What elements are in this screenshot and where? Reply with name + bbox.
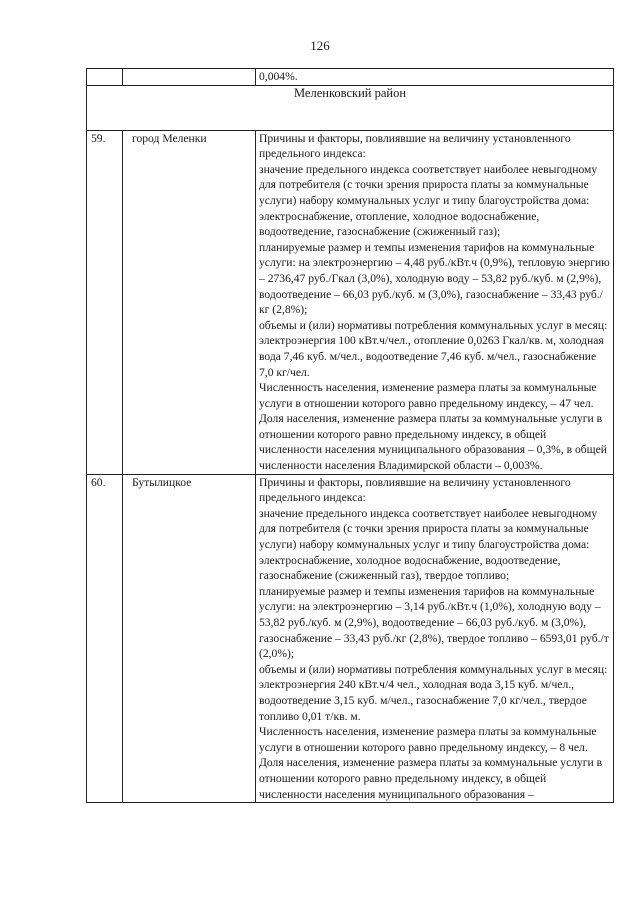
- paragraph: Причины и факторы, повлиявшие на величину установленного предельного индекса:: [259, 131, 571, 161]
- page-number: 126: [310, 38, 330, 53]
- paragraph: Численность населения, изменение размера платы за коммунальные услуги в отношении которого равно предельному индексу, – 47 чел.: [259, 381, 597, 410]
- paragraph: объемы и (или) нормативы потребления коммунальных услуг в месяц: электроэнергия 240 кВт.ч/4 чел., холодная вода 3,15 куб. м/чел., водоотведение 3,15 куб. м/чел., газоснабжение 7,0 кг/чел., твердое топливо 0,01 т/кв. м.: [259, 662, 608, 723]
- paragraph: объемы и (или) нормативы потребления коммунальных услуг в месяц: электроэнергия 100 кВт.ч/чел., отопление 0,0263 Гкал/кв. м, холодная вода 7,46 куб. м/чел., водоотведение 7,46 куб. м/чел., газоснабжение 7,0 кг/чел.: [259, 318, 608, 379]
- text-cell: 0,004%.: [256, 69, 614, 86]
- table-row: [87, 69, 614, 86]
- paragraph: Доля населения, изменение размера платы за коммунальные услуги в отношении которого равно предельному индексу, в общей численности населения муниципального образования –: [259, 756, 603, 801]
- number-cell: [87, 69, 123, 86]
- paragraph: планируемые размер и темпы изменения тарифов на коммунальные услуги: на электроэнергию – 4,48 руб./кВт.ч (0,9%), тепловую энергию – 2736,47 руб./Гкал (3,0%), холодную воду – 53,82 руб./куб. м (2,9%), водоотведение – 66,03 руб./куб. м (3,0%), газоснабжение – 33,43 руб./кг (2,8%);: [259, 240, 610, 317]
- municipality-name: город Меленки: [123, 130, 256, 474]
- table-row: [87, 130, 614, 474]
- row-number: 59.: [87, 130, 123, 474]
- paragraph: значение предельного индекса соответствует наиболее невыгодному для потребителя (с точки зрения прироста платы за коммунальные услуги) набору коммунальных услуг и типу благоустройства дома: электроснабжение, холодное водоснабжение, водоотведение, газоснабжение (сжиженный газ), твердое топливо;: [259, 506, 598, 583]
- paragraph: значение предельного индекса соответствует наиболее невыгодному для потребителя (с точки зрения прироста платы за коммунальные услуги) набору коммунальных услуг и типу благоустройства дома: электроснабжение, отопление, холодное водоснабжение, водоотведение, газоснабжение (сжиженный газ);: [259, 162, 598, 239]
- name-cell: [123, 69, 256, 86]
- paragraph: Доля населения, изменение размера платы за коммунальные услуги в отношении которого равно предельному индексу, в общей численности населения муниципального образования – 0,3%, в общей численности населения Владимирской области – 0,003%.: [259, 412, 607, 473]
- municipality-name: Бутылицкое: [123, 474, 256, 802]
- section-title: Меленковский район: [87, 85, 614, 130]
- paragraph: Численность населения, изменение размера платы за коммунальные услуги в отношении которого равно предельному индексу, – 8 чел.: [259, 725, 597, 754]
- description-cell: [256, 130, 614, 474]
- tariff-index-table: [86, 68, 614, 803]
- description-cell: [256, 474, 614, 802]
- paragraph: планируемые размер и темпы изменения тарифов на коммунальные услуги: на электроэнергию – 3,14 руб./кВт.ч (1,0%), холодную воду – 53,82 руб./куб. м (2,9%), водоотведение – 66,03 руб./куб. м (3,0%), газоснабжение – 33,43 руб./кг (2,8%), твердое топливо – 6593,01 руб./т (2,0%);: [259, 584, 609, 661]
- row-number: 60.: [87, 474, 123, 802]
- paragraph: Причины и факторы, повлиявшие на величину установленного предельного индекса:: [259, 475, 571, 505]
- table-row: [87, 474, 614, 802]
- section-row: [87, 85, 614, 130]
